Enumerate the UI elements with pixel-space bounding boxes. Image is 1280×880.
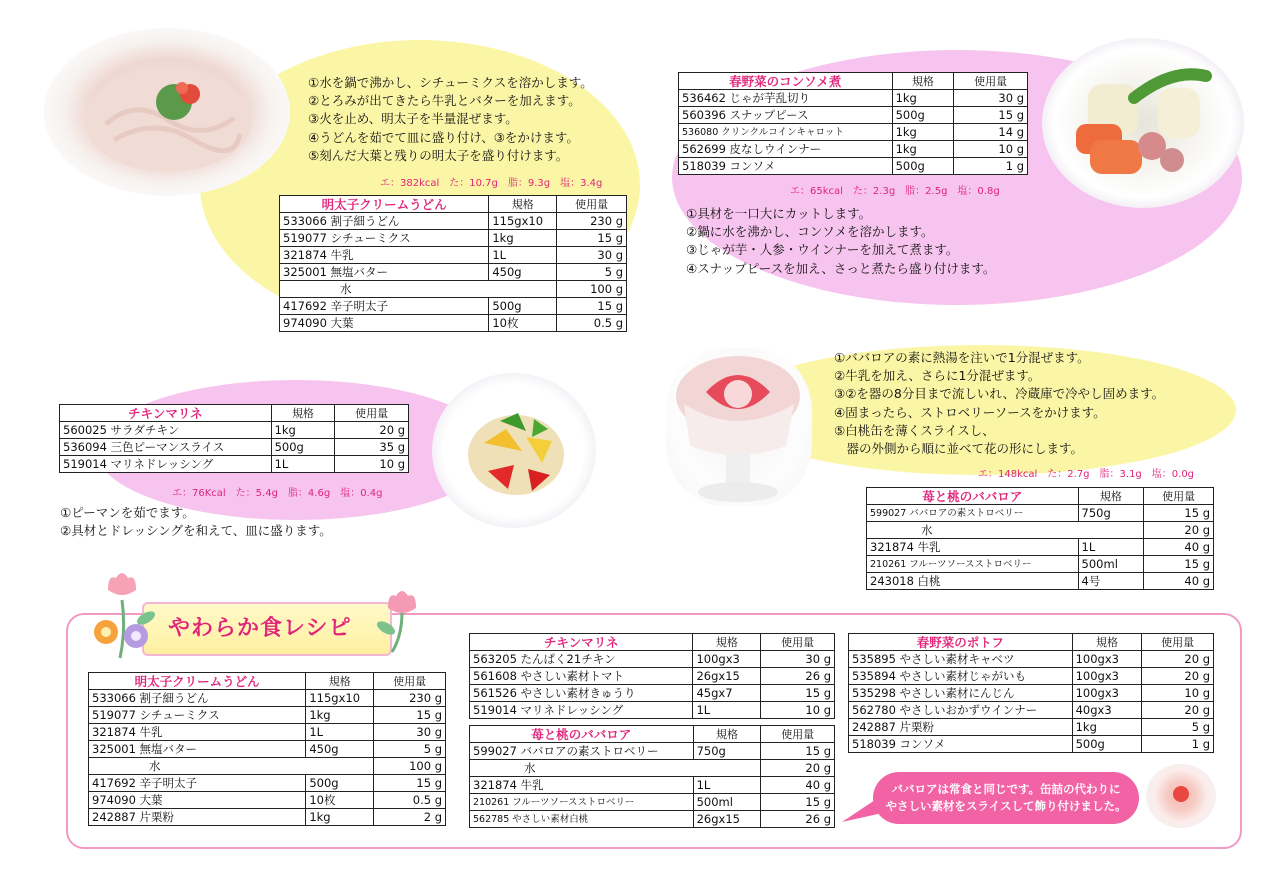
ingredient-spec: 450g [489,264,557,281]
ingredient-name: 535298 やさしい素材にんじん [849,685,1073,702]
ingredient-amount: 0.5 g [557,315,627,332]
note-line-1: ババロアは常食と同じです。缶詰の代わりに [891,782,1121,796]
udon-nutrition: エ：382kcal た：10.7g 脂：9.3g 塩：3.4g [380,178,603,189]
bavarois-dish-image [666,348,812,506]
ingredient-spec: 1L [271,456,335,473]
ingredient-spec: 1kg [892,141,954,158]
ingredient-amount: 5 g [374,741,446,758]
ingredient-name: 325001 無塩バター [89,741,306,758]
ingredient-name: 210261 フルーツソースストロベリー [470,794,694,811]
ingredient-amount: 20 g [1142,668,1214,685]
ingredient-name: 519014 マリネドレッシング [60,456,272,473]
soft-bavarois-image [1146,764,1216,828]
ingredient-name: 536462 じゃが芋乱切り [679,90,893,107]
soft-potaufeu-table-title: 春野菜のポトフ [849,634,1073,651]
ingredient-name: 535894 やさしい素材じゃがいも [849,668,1073,685]
table-row [89,690,446,707]
udon-header-spec: 規格 [489,196,557,213]
ingredient-spec: 1L [693,702,761,719]
ingredient-name: 561608 やさしい素材トマト [470,668,693,685]
consomme-header-amount: 使用量 [954,73,1028,90]
ingredient-amount: 26 g [761,668,835,685]
soft-potaufeu-header-spec: 規格 [1072,634,1142,651]
soft-food-banner-title: やわらか食レシピ [168,616,352,641]
table-row [280,315,627,332]
ingredient-spec: 750g [1078,505,1144,522]
bavarois-table-title: 苺と桃のババロア [867,488,1079,505]
consomme-nutrition: エ：65kcal た：2.3g 脂：2.5g 塩：0.8g [790,186,1000,197]
marine-nutrition: エ：76Kcal た：5.4g 脂：4.6g 塩：0.4g [172,488,383,499]
ingredient-name: 242887 片栗粉 [89,809,306,826]
ingredient-name: 519014 マリネドレッシング [470,702,693,719]
ingredient-amount: 26 g [761,811,835,828]
soft-marine-ingredient-table [469,633,835,719]
ingredient-amount: 15 g [374,775,446,792]
consomme-table-title: 春野菜のコンソメ煮 [679,73,893,90]
soft-bavarois-ingredient-table [469,725,835,828]
table-row [280,264,627,281]
ingredient-amount: 10 g [761,702,835,719]
udon-step-1: ①水を鍋で沸かし、シチューミクスを溶かします。 [308,75,593,90]
ingredient-spec: 500g [892,158,954,175]
table-row [679,124,1028,141]
bavarois-step-3: ③②を器の8分目まで流しいれ、冷蔵庫で冷やし固めます。 [834,386,1165,402]
ingredient-name: 321874 牛乳 [867,539,1079,556]
udon-table-title: 明太子クリームうどん [280,196,489,213]
marine-step-1: ①ピーマンを茹でます。 [60,505,195,520]
ingredient-spec: 45gx7 [693,685,761,702]
ingredient-spec: 500ml [693,794,761,811]
table-row [89,741,446,758]
ingredient-amount: 15 g [1144,505,1214,522]
bavarois-step-6: 器の外側から順に並べて花の形にします。 [834,441,1084,457]
ingredient-name: 水 [867,522,1144,539]
udon-step-5: ⑤刻んだ大葉と残りの明太子を盛り付けます。 [308,147,569,163]
soft-udon-header-spec: 規格 [306,673,374,690]
table-row [470,811,835,828]
table-row [470,760,835,777]
ingredient-name: 599027 ババロアの素ストロベリー [867,505,1079,522]
table-row [470,777,835,794]
consomme-step-1: ①具材を一口大にカットします。 [686,206,872,221]
table-row [867,573,1214,590]
table-row [849,702,1214,719]
ingredient-amount: 20 g [1144,522,1214,539]
ingredient-spec: 4号 [1078,573,1144,590]
ingredient-amount: 100 g [374,758,446,775]
ingredient-spec: 1kg [271,422,335,439]
ingredient-spec: 1kg [489,230,557,247]
ingredient-name: 242887 片栗粉 [849,719,1073,736]
ingredient-spec: 1L [693,777,761,794]
soft-udon-header-amount: 使用量 [374,673,446,690]
soft-udon-table-title: 明太子クリームうどん [89,673,306,690]
ingredient-amount: 40 g [1144,573,1214,590]
ingredient-amount: 230 g [374,690,446,707]
table-row [679,158,1028,175]
bavarois-step-5: ⑤白桃缶を薄くスライスし、 [834,422,995,438]
table-row [470,702,835,719]
ingredient-amount: 20 g [761,760,835,777]
table-row [867,556,1214,573]
ingredient-amount: 10 g [1142,685,1214,702]
consomme-step-4: ④スナップピースを加え、さっと煮たら盛り付けます。 [686,260,996,276]
consomme-ingredient-table [678,72,1028,175]
ingredient-amount: 15 g [761,743,835,760]
ingredient-name: 417692 辛子明太子 [89,775,306,792]
ingredient-spec: 100gx3 [693,651,761,668]
ingredient-amount: 40 g [761,777,835,794]
table-row [679,141,1028,158]
ingredient-spec: 10枚 [306,792,374,809]
bavarois-step-4: ④固まったら、ストロベリーソースをかけます。 [834,404,1106,420]
soft-bavarois-note [873,772,1139,824]
table-row [60,456,409,473]
bavarois-header-spec: 規格 [1078,488,1144,505]
note-line-2: やさしい素材をスライスして飾り付けました。 [885,799,1127,813]
soft-marine-header-spec: 規格 [693,634,761,651]
ingredient-spec: 100gx3 [1072,685,1142,702]
ingredient-amount: 15 g [761,794,835,811]
soft-bavarois-table-title: 苺と桃のババロア [470,726,694,743]
table-row [280,298,627,315]
table-row [89,809,446,826]
ingredient-amount: 20 g [1142,702,1214,719]
table-row [470,794,835,811]
flower-decoration-icon [86,570,166,662]
ingredient-name: 562780 やさしいおかずウインナー [849,702,1073,719]
ingredient-name: 535895 やさしい素材キャベツ [849,651,1073,668]
table-row [849,668,1214,685]
ingredient-name: 321874 牛乳 [280,247,489,264]
table-row [60,439,409,456]
ingredient-name: 562785 やさしい素材白桃 [470,811,694,828]
marine-ingredient-table [59,404,409,473]
table-row [867,505,1214,522]
consomme-header-spec: 規格 [892,73,954,90]
table-row [679,107,1028,124]
ingredient-amount: 30 g [557,247,627,264]
table-row [470,651,835,668]
ingredient-spec: 500g [489,298,557,315]
ingredient-name: 560396 スナップピース [679,107,893,124]
ingredient-amount: 20 g [335,422,409,439]
table-row [89,758,446,775]
udon-steps [308,74,593,165]
udon-step-2: ②とろみが出てきたら牛乳とバターを加えます。 [308,93,581,109]
table-row [849,651,1214,668]
marine-steps [60,504,332,540]
ingredient-spec: 450g [306,741,374,758]
ingredient-spec: 100gx3 [1072,651,1142,668]
ingredient-name: 水 [89,758,374,775]
ingredient-name: 536080 クリンクルコインキャロット [679,124,893,141]
ingredient-spec: 500ml [1078,556,1144,573]
ingredient-amount: 20 g [1142,651,1214,668]
ingredient-spec: 26gx15 [693,811,761,828]
table-row [60,422,409,439]
table-row [280,213,627,230]
table-row [849,736,1214,753]
ingredient-spec: 500g [892,107,954,124]
soft-potaufeu-header-amount: 使用量 [1142,634,1214,651]
ingredient-amount: 2 g [374,809,446,826]
ingredient-spec: 1kg [306,809,374,826]
ingredient-amount: 15 g [557,230,627,247]
ingredient-name: 519077 シチューミクス [280,230,489,247]
ingredient-spec: 10枚 [489,315,557,332]
ingredient-amount: 15 g [557,298,627,315]
ingredient-amount: 15 g [761,685,835,702]
table-row [849,685,1214,702]
soft-bavarois-header-spec: 規格 [693,726,761,743]
ingredient-spec: 1kg [892,124,954,141]
ingredient-amount: 1 g [1142,736,1214,753]
bavarois-step-1: ①ババロアの素に熱湯を注いで1分混ぜます。 [834,350,1090,365]
ingredient-amount: 15 g [374,707,446,724]
table-row [89,707,446,724]
ingredient-amount: 15 g [1144,556,1214,573]
ingredient-spec: 750g [693,743,761,760]
table-row [679,90,1028,107]
udon-step-3: ③火を止め、明太子を半量混ぜます。 [308,111,518,127]
ingredient-spec: 115gx10 [489,213,557,230]
ingredient-amount: 30 g [374,724,446,741]
ingredient-amount: 1 g [954,158,1028,175]
ingredient-name: 561526 やさしい素材きゅうり [470,685,693,702]
ingredient-name: 974090 大葉 [280,315,489,332]
ingredient-name: 水 [470,760,761,777]
ingredient-amount: 230 g [557,213,627,230]
ingredient-name: 210261 フルーツソースストロベリー [867,556,1079,573]
udon-header-amount: 使用量 [557,196,627,213]
ingredient-amount: 5 g [557,264,627,281]
soft-marine-header-amount: 使用量 [761,634,835,651]
ingredient-amount: 10 g [954,141,1028,158]
ingredient-amount: 35 g [335,439,409,456]
table-row [470,685,835,702]
consomme-steps [686,205,995,278]
table-row [89,724,446,741]
ingredient-amount: 10 g [335,456,409,473]
ingredient-amount: 14 g [954,124,1028,141]
ingredient-name: 321874 牛乳 [89,724,306,741]
table-row [280,247,627,264]
bavarois-step-2: ②牛乳を加え、さらに1分混ぜます。 [834,368,1041,384]
ingredient-name: 518039 コンソメ [849,736,1073,753]
table-row [470,668,835,685]
ingredient-name: 519077 シチューミクス [89,707,306,724]
ingredient-amount: 30 g [761,651,835,668]
ingredient-amount: 100 g [557,281,627,298]
ingredient-spec: 1kg [1072,719,1142,736]
soft-marine-table-title: チキンマリネ [470,634,693,651]
ingredient-name: 518039 コンソメ [679,158,893,175]
ingredient-spec: 40gx3 [1072,702,1142,719]
ingredient-spec: 1kg [892,90,954,107]
consomme-dish-image [1042,38,1244,208]
ingredient-amount: 30 g [954,90,1028,107]
table-row [470,743,835,760]
marine-table-title: チキンマリネ [60,405,272,422]
ingredient-name: 243018 白桃 [867,573,1079,590]
bavarois-steps [834,349,1164,458]
ingredient-name: 560025 サラダチキン [60,422,272,439]
bavarois-ingredient-table [866,487,1214,590]
ingredient-spec: 500g [1072,736,1142,753]
ingredient-spec: 26gx15 [693,668,761,685]
marine-dish-image [432,373,596,528]
table-row [849,719,1214,736]
ingredient-name: 321874 牛乳 [470,777,694,794]
ingredient-name: 974090 大葉 [89,792,306,809]
marine-step-2: ②具材とドレッシングを和えて、皿に盛ります。 [60,523,332,539]
bavarois-header-amount: 使用量 [1144,488,1214,505]
ingredient-amount: 40 g [1144,539,1214,556]
ingredient-name: 325001 無塩バター [280,264,489,281]
ingredient-amount: 0.5 g [374,792,446,809]
ingredient-spec: 500g [306,775,374,792]
ingredient-spec: 500g [271,439,335,456]
table-row [89,792,446,809]
ingredient-name: 417692 辛子明太子 [280,298,489,315]
marine-header-amount: 使用量 [335,405,409,422]
udon-ingredient-table [279,195,627,332]
ingredient-name: 533066 割子細うどん [89,690,306,707]
table-row [280,281,627,298]
table-row [280,230,627,247]
soft-potaufeu-ingredient-table [848,633,1214,753]
ingredient-name: 533066 割子細うどん [280,213,489,230]
ingredient-name: 563205 たんぱく21チキン [470,651,693,668]
consomme-step-3: ③じゃが芋・人参・ウインナーを加えて煮ます。 [686,242,959,258]
ingredient-spec: 115gx10 [306,690,374,707]
ingredient-spec: 1L [306,724,374,741]
marine-header-spec: 規格 [271,405,335,422]
consomme-step-2: ②鍋に水を沸かし、コンソメを溶かします。 [686,224,934,240]
soft-udon-ingredient-table [88,672,446,826]
ingredient-name: 562699 皮なしウインナー [679,141,893,158]
ingredient-name: 536094 三色ピーマンスライス [60,439,272,456]
table-row [89,775,446,792]
ingredient-name: 599027 ババロアの素ストロベリー [470,743,694,760]
ingredient-spec: 1L [1078,539,1144,556]
ingredient-spec: 1L [489,247,557,264]
udon-step-4: ④うどんを茹でて皿に盛り付け、③をかけます。 [308,129,579,145]
ingredient-spec: 1kg [306,707,374,724]
soft-bavarois-header-amount: 使用量 [761,726,835,743]
flower-decoration-right-icon [372,586,432,656]
ingredient-amount: 15 g [954,107,1028,124]
ingredient-amount: 5 g [1142,719,1214,736]
udon-dish-image [44,28,290,196]
bavarois-nutrition: エ：148kcal た：2.7g 脂：3.1g 塩：0.0g [978,469,1195,480]
ingredient-name: 水 [280,281,557,298]
table-row [867,539,1214,556]
ingredient-spec: 100gx3 [1072,668,1142,685]
table-row [867,522,1214,539]
